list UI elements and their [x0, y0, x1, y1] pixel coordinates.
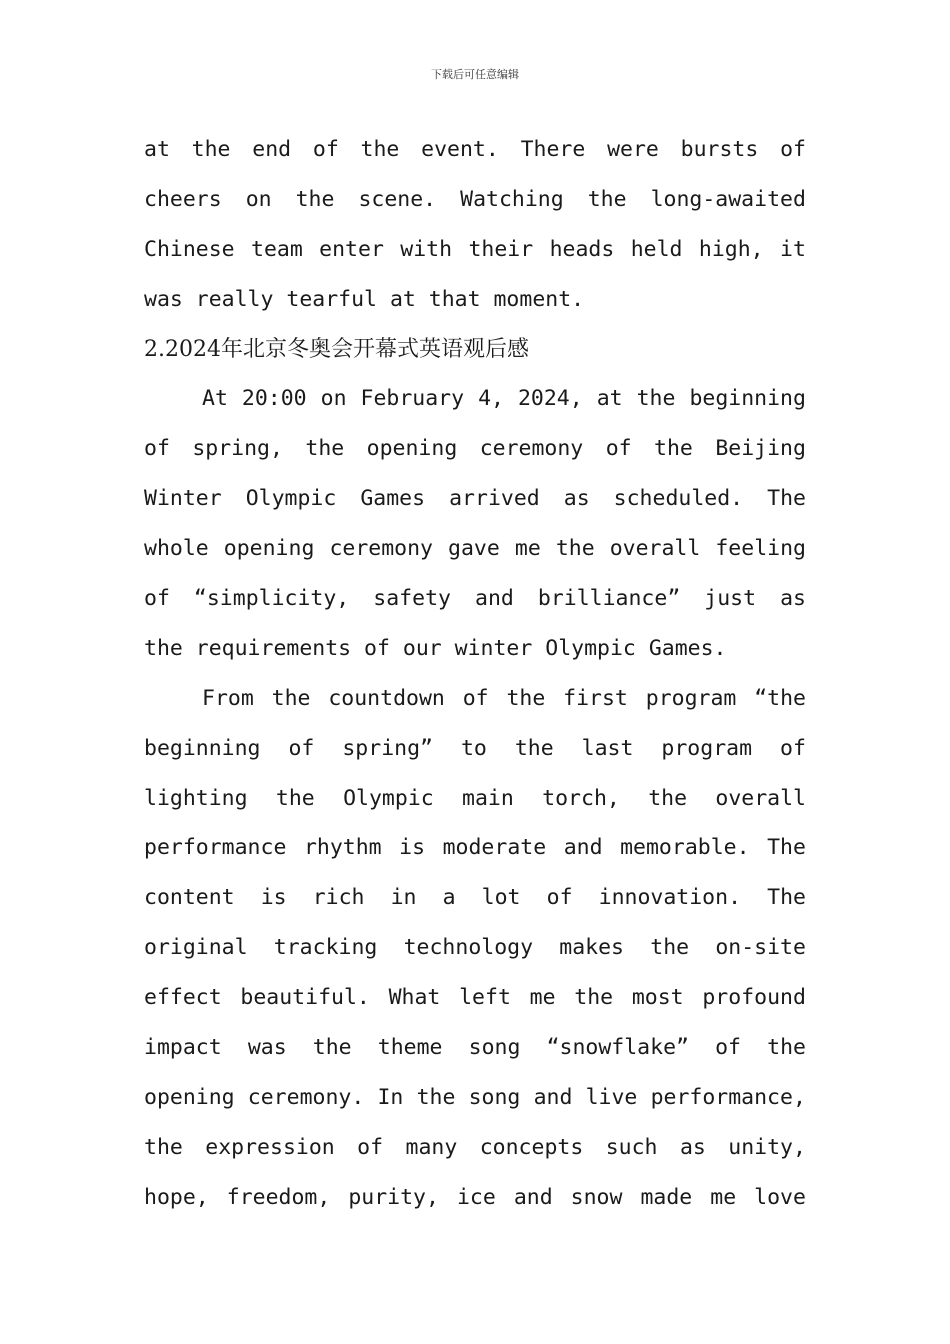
document-body: [144, 125, 806, 1223]
text-line: of spring, the opening ceremony of the Beijing: [144, 436, 806, 462]
text-line: At 20:00 on February 4, 2024, at the beginning: [202, 386, 806, 412]
text-line: From the countdown of the first program “the: [202, 685, 806, 711]
text-line: was really tearful at that moment.: [144, 286, 585, 312]
text-line: hope, freedom, purity, ice and snow made me love: [144, 1184, 806, 1210]
text-line: Winter Olympic Games arrived as scheduled. The: [144, 486, 806, 512]
text-line: of “simplicity, safety and brilliance” just as: [144, 586, 806, 612]
text-line: the requirements of our winter Olympic Games.: [144, 635, 727, 661]
text-line: effect beautiful. What left me the most profound: [144, 985, 806, 1011]
text-line: cheers on the scene. Watching the long-awaited: [144, 186, 806, 212]
text-line: Chinese team enter with their heads held high, it: [144, 236, 806, 262]
text-line: beginning of spring” to the last program of: [144, 735, 806, 761]
text-line: performance rhythm is moderate and memorable. The: [144, 835, 806, 861]
text-line: the expression of many concepts such as unity,: [144, 1134, 806, 1160]
text-line: whole opening ceremony gave me the overall feeling: [144, 536, 806, 562]
text-line: original tracking technology makes the on-site: [144, 935, 806, 961]
text-line: opening ceremony. In the song and live performance,: [144, 1084, 806, 1110]
text-line: at the end of the event. There were bursts of: [144, 137, 806, 162]
section-heading: 2.2024年北京冬奥会开幕式英语观后感: [144, 336, 529, 362]
text-line: content is rich in a lot of innovation. The: [144, 885, 806, 911]
text-line: impact was the theme song “snowflake” of the: [144, 1035, 806, 1061]
page-header-watermark: 下载后可任意编辑: [431, 68, 519, 81]
text-line: lighting the Olympic main torch, the overall: [144, 785, 806, 811]
